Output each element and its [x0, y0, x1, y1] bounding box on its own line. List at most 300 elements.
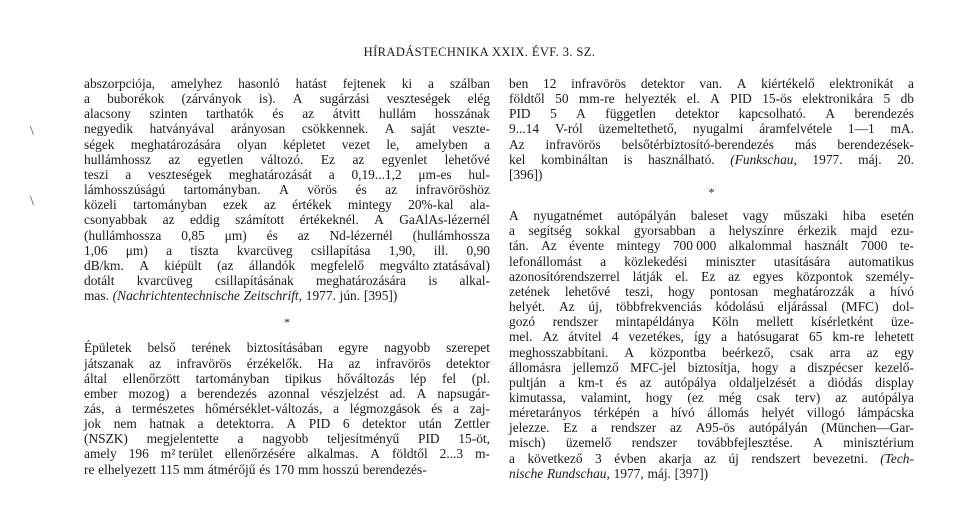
text-line [84, 431, 490, 446]
word: még [718, 389, 742, 405]
word: segítség [528, 223, 572, 239]
word: meghatározására [316, 273, 406, 289]
word: elhelyezett [98, 461, 157, 477]
word: amelyhez [170, 76, 223, 91]
word: és [272, 106, 284, 122]
word: és [615, 374, 627, 390]
word: majd [850, 223, 878, 239]
word: szinten [149, 106, 188, 122]
word: központok [796, 268, 853, 284]
text-line [84, 212, 490, 227]
text-line [509, 137, 914, 152]
word: A [286, 416, 297, 432]
text-line [84, 137, 490, 152]
word: egyre [338, 340, 369, 356]
word: autópálya [664, 374, 717, 390]
word: helyét. [509, 299, 546, 315]
word: A [624, 344, 635, 360]
word: játszanak [84, 355, 134, 371]
word: baleset [690, 208, 728, 224]
word: a [115, 400, 122, 416]
margin-mark: \ [30, 124, 34, 139]
text-line [509, 435, 914, 450]
word: mintapéldánya [615, 314, 695, 330]
word: 170 [274, 461, 295, 477]
word: 1977, [613, 465, 644, 481]
word: a [84, 91, 90, 107]
word: számított [235, 212, 285, 228]
word: tartományban [195, 370, 270, 386]
text-line [509, 420, 914, 435]
word: amelyben [415, 136, 468, 152]
word: miniszter [705, 253, 756, 269]
text-line [84, 152, 490, 167]
word: Épületek [84, 340, 132, 356]
word: buborékok [107, 91, 165, 107]
word: a [591, 420, 598, 436]
word: a [237, 431, 244, 447]
word: hosszú [322, 461, 359, 477]
word: más [794, 136, 817, 152]
word: rendszer [610, 420, 657, 436]
word: hőváltozás [337, 370, 395, 386]
word: eddig [189, 212, 220, 228]
word: alkal- [459, 273, 490, 289]
word: helyét [761, 405, 795, 421]
section-separator: * [708, 185, 715, 200]
word: Ez [320, 151, 335, 167]
word: ki [401, 76, 413, 91]
word: abszorpciója, [84, 76, 156, 91]
word: szálban [449, 76, 490, 91]
word: a [428, 76, 434, 91]
word: független [605, 106, 656, 122]
word: A [292, 91, 303, 107]
text-line [84, 446, 490, 461]
word: hatványával [149, 121, 215, 137]
word: értékeknél. [299, 212, 359, 228]
word: infravöröshöz [415, 182, 490, 198]
word: a [484, 136, 490, 152]
word: 12 [543, 76, 557, 91]
text-line [84, 243, 490, 258]
word: is [623, 151, 633, 167]
word: [395]) [363, 288, 398, 304]
word: misch) [509, 435, 546, 451]
word: jellemző [572, 359, 619, 375]
word: a [166, 242, 173, 258]
word: μm-es [418, 166, 452, 182]
word: [397]) [674, 465, 709, 481]
margin-mark: \ [30, 194, 34, 209]
word: mm [297, 461, 319, 477]
word: valamint, [580, 389, 631, 405]
word: le, [386, 136, 400, 152]
word: (hullámhossza [412, 227, 490, 243]
word: 1,90, [388, 242, 416, 258]
word: beérkező, [722, 344, 774, 360]
word: átvitel [568, 329, 602, 345]
word: átvitt [332, 106, 361, 122]
word: használt [804, 238, 849, 254]
word: 1977. [812, 151, 843, 167]
word: a [333, 400, 340, 416]
text-line [84, 371, 490, 386]
word: A [279, 182, 289, 198]
word: hullám [379, 106, 417, 122]
word: a [808, 374, 815, 390]
word: kiépült [164, 257, 202, 273]
word: ad. [389, 385, 406, 401]
word: berendezések- [837, 136, 914, 152]
word: vörös [307, 182, 337, 198]
text-line [84, 401, 490, 416]
word: (NSZK) [84, 431, 128, 447]
word: a [180, 385, 187, 401]
word: az [168, 151, 181, 167]
word: vészjelzést [320, 385, 379, 401]
word: 9...14 [509, 121, 540, 137]
word: nyugatnémet [533, 208, 603, 224]
word: érzékelők. [246, 355, 303, 371]
word: az [728, 268, 741, 284]
word: gozó [509, 314, 536, 330]
word: központba [650, 344, 706, 360]
word: 15-ös [762, 91, 792, 107]
word: érkezik [797, 223, 837, 239]
text-line [509, 223, 914, 238]
text-line [509, 208, 914, 223]
text-line [84, 121, 490, 136]
word: tartományban [133, 197, 207, 213]
word: és [431, 400, 443, 416]
word: tiszta [190, 242, 219, 258]
word: (München—Gar- [821, 420, 914, 436]
word: PID [730, 91, 752, 107]
word: 0,90 [466, 242, 490, 258]
word: mas. [84, 288, 109, 304]
journal-header: HÍRADÁSTECHNIKA XXIX. ÉVF. 3. SZ. [363, 45, 596, 59]
word: változó. [260, 151, 304, 167]
word: Rundschau, [546, 465, 610, 481]
word: kimutassa, [509, 389, 566, 405]
word: is [428, 273, 438, 289]
word: detektor [675, 106, 720, 122]
word: 15-öt, [458, 431, 490, 447]
word: megjelentette [146, 431, 219, 447]
word: teljesítményű [327, 431, 400, 447]
word: 50 [555, 91, 569, 107]
word: lámpácska [857, 405, 914, 421]
word: meghatározására [130, 136, 221, 152]
word: az [669, 420, 682, 436]
word: a [453, 400, 460, 416]
word: csak [789, 344, 814, 360]
word: infravörös [545, 136, 601, 152]
word: 1—1 [847, 121, 875, 137]
word: áramfelvétele [759, 121, 833, 137]
word: Zettler [454, 416, 490, 432]
word: 20. [897, 151, 914, 167]
word: állandók [248, 257, 296, 273]
word: tipikus [284, 370, 322, 386]
word: is). [258, 91, 276, 107]
word: zaj- [469, 400, 490, 416]
word: csillapításának [214, 273, 294, 289]
word: hívó [890, 283, 914, 299]
word: földtől [391, 446, 428, 462]
word: a [197, 416, 204, 432]
word: infravörös [571, 76, 627, 91]
word: alkalmas. [307, 446, 359, 462]
word: mm [183, 461, 205, 477]
word: (Funkschau, [730, 151, 797, 167]
word: mel. [509, 329, 533, 345]
word: A [825, 106, 836, 122]
word: és [259, 461, 271, 477]
word: arányosan [230, 121, 286, 137]
word: terének [191, 340, 231, 356]
word: elég [467, 91, 490, 107]
word: V-ról [554, 121, 583, 137]
word: mozog) [128, 385, 170, 401]
word: hosszának [434, 106, 490, 122]
word: csillapítása [310, 242, 371, 258]
word: jok [84, 416, 102, 432]
word: ezu- [890, 223, 914, 239]
word: üzemelő [565, 435, 612, 451]
word: Az [542, 329, 559, 345]
word: az [263, 197, 276, 213]
word: Ez [563, 420, 578, 436]
word: mintegy [616, 238, 661, 254]
word: PID [418, 431, 440, 447]
word: kódolású [715, 299, 764, 315]
word: méretarányos [509, 405, 582, 421]
word: következő [527, 450, 583, 466]
word: meghatározását [228, 166, 312, 182]
word: a [600, 253, 607, 269]
word: értékek [292, 197, 332, 213]
word: tán. [509, 238, 529, 254]
word: egy [894, 344, 914, 360]
word: PID [509, 106, 531, 122]
word: a [125, 166, 132, 182]
word: autópályán [617, 208, 677, 224]
word: kel [509, 151, 526, 167]
word: fel [441, 370, 457, 386]
word: ségek [84, 136, 115, 152]
word: egyes [752, 268, 784, 284]
text-line [84, 167, 490, 182]
word: zetének [509, 283, 550, 299]
word: egyenlet [381, 151, 428, 167]
word: többfrekvenciás [616, 299, 702, 315]
text-line [509, 152, 914, 167]
text-line [84, 356, 490, 371]
word: a [328, 166, 335, 182]
word: meghatározzák [773, 283, 855, 299]
word: lép [409, 370, 427, 386]
word: pultján [509, 374, 547, 390]
word: látják [632, 268, 663, 284]
word: μm) [224, 227, 247, 243]
word: A [576, 106, 586, 122]
word: A [374, 212, 384, 228]
word: helyszínre [728, 223, 784, 239]
word: rendszer [631, 435, 677, 451]
word: mm-re [578, 91, 615, 107]
word: kvarcüveg [136, 273, 193, 289]
word: (zárványok [181, 91, 242, 107]
word: jelezze. [509, 420, 550, 436]
text-line [84, 182, 490, 197]
text-line [509, 76, 914, 91]
word: 1977. [305, 288, 336, 304]
word: az [348, 355, 361, 371]
word: autópálya [861, 389, 914, 405]
word: dotált [84, 273, 115, 289]
word: 0,19...1,2 [351, 166, 402, 182]
text-line [509, 238, 914, 253]
word: automatikus [848, 253, 914, 269]
word: diszpécser [807, 359, 864, 375]
word: kezelő- [874, 359, 914, 375]
word: 7000 [860, 238, 888, 254]
word: teszi, [625, 283, 654, 299]
word: detektor [362, 416, 407, 432]
word: hullámhossz [84, 151, 151, 167]
text-line [509, 360, 914, 375]
word: elektronikára [802, 91, 874, 107]
word: sokkal [585, 223, 621, 239]
word: A [509, 208, 519, 224]
word: Az [558, 299, 575, 315]
word: 65 [808, 329, 823, 345]
word: m- [475, 446, 490, 462]
text-line [509, 254, 914, 269]
word: el. [686, 91, 700, 107]
word: ember [84, 385, 118, 401]
word: az [302, 106, 315, 122]
word: közlekedési [624, 253, 688, 269]
word: mintegy [347, 197, 392, 213]
word: [396]) [509, 166, 543, 182]
word: az [352, 151, 365, 167]
word: diódás [827, 374, 863, 390]
word: biztosításában [246, 340, 323, 356]
word: μm) [125, 242, 148, 258]
text-line [84, 340, 490, 355]
word: arra [829, 344, 851, 360]
word: évben [614, 450, 647, 466]
word: nem [113, 416, 137, 432]
word: a [509, 223, 515, 239]
word: azonnal [267, 385, 310, 401]
word: ala- [469, 197, 490, 213]
text-line [84, 106, 490, 121]
word: A [813, 435, 823, 451]
word: kiértékelő [761, 76, 815, 91]
word: Zeitschrift, [243, 288, 302, 304]
word: a [509, 450, 515, 466]
word: veszte- [452, 121, 490, 137]
text-line [509, 329, 914, 344]
word: hatósugarat [737, 329, 799, 345]
word: a [869, 283, 876, 299]
word: veszteségek [386, 91, 451, 107]
text-line [84, 91, 490, 106]
word: minisztérium [843, 435, 914, 451]
word: megfelelő [310, 257, 365, 273]
word: fejtenek [342, 76, 386, 91]
word: pontosan [709, 283, 759, 299]
word: használható. [648, 151, 715, 167]
word: vezet [341, 136, 371, 152]
word: 0,85 [181, 227, 205, 243]
text-line [509, 91, 914, 106]
word: Ha [317, 355, 334, 371]
word: hul- [468, 166, 490, 182]
word: akarja [658, 450, 692, 466]
word: rendszert [751, 450, 801, 466]
word: biztosítja, [687, 359, 741, 375]
word: detektor [446, 355, 490, 371]
word: ellenőrzésére [224, 446, 296, 462]
word: elektronikát [829, 76, 894, 91]
word: berendezés- [362, 461, 427, 477]
word: a [789, 359, 796, 375]
word: 5 [550, 106, 557, 122]
word: hogy [668, 283, 695, 299]
word: mA. [890, 121, 914, 137]
word: jún. [339, 288, 361, 304]
word: re [84, 461, 95, 477]
word: te- [899, 238, 914, 254]
text-line [509, 121, 914, 136]
word: az [162, 212, 175, 228]
word: műszaki [783, 208, 829, 224]
left-column [84, 76, 490, 477]
word: ellenőrzött [122, 370, 180, 386]
text-line [84, 258, 490, 273]
text-line [509, 299, 914, 314]
word: Az [509, 136, 525, 152]
word: Az [541, 238, 557, 254]
word: A [710, 91, 720, 107]
word: csökkennek. [301, 121, 369, 137]
word: kísérletként [810, 314, 874, 330]
word: sugárzási [319, 91, 370, 107]
word: vagy [742, 208, 769, 224]
word: (Tech- [880, 450, 914, 466]
text-line [84, 462, 490, 477]
word: (pl. [471, 370, 490, 386]
word: ezek [223, 197, 248, 213]
word: (Nachrichtentechnische [112, 288, 240, 304]
word: belső [147, 340, 176, 356]
word: kombináltan [540, 151, 608, 167]
right-column [509, 76, 914, 481]
word: negyedik [84, 121, 134, 137]
text-line [84, 197, 490, 212]
word: a [558, 374, 565, 390]
word: detektorra. [216, 416, 274, 432]
text-line [84, 273, 490, 288]
word: lefonállomást [509, 253, 582, 269]
word: és [266, 227, 278, 243]
word: eljárással [777, 299, 828, 315]
